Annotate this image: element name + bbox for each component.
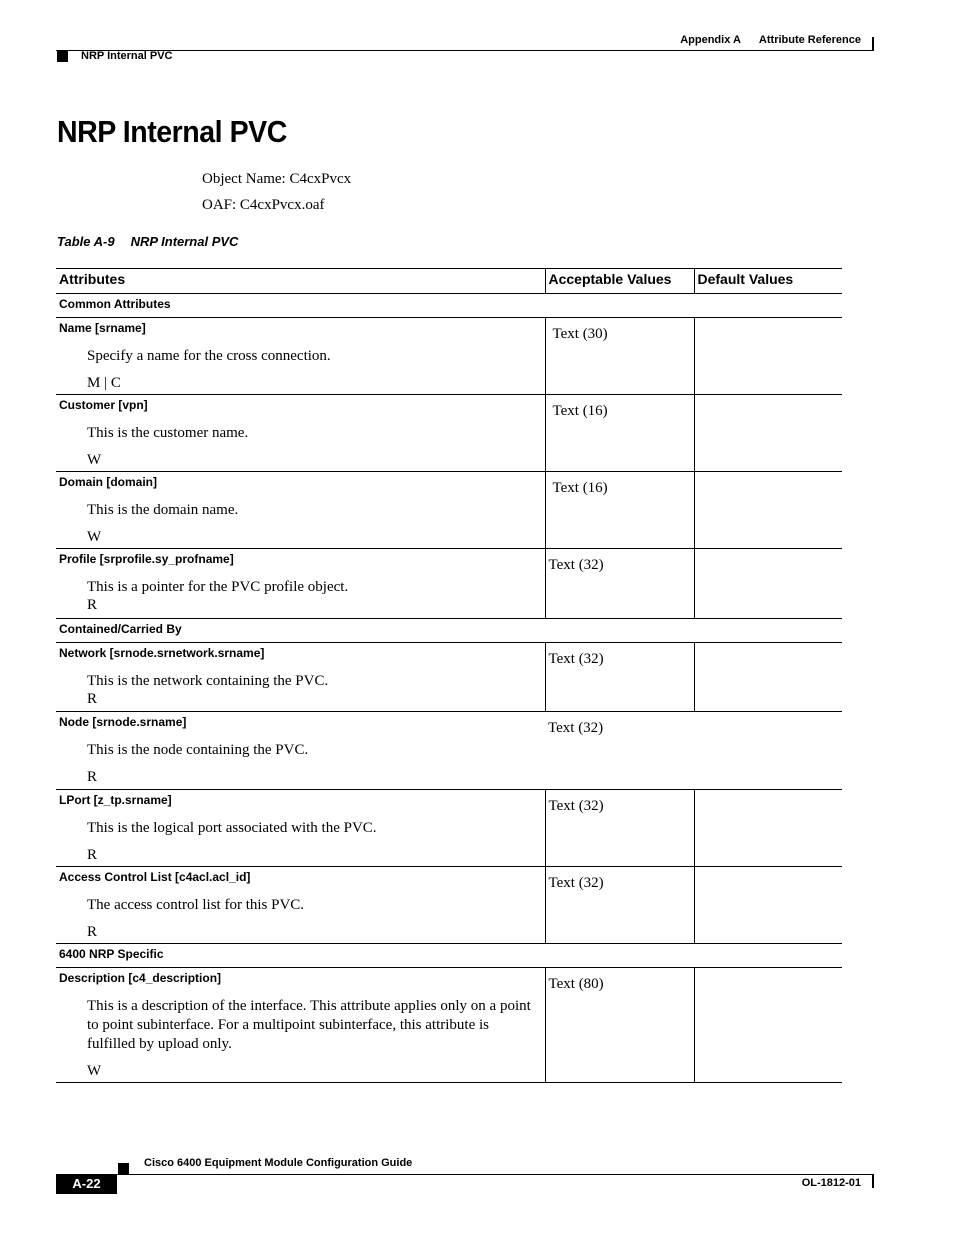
attribute-name: Customer [vpn]	[59, 398, 148, 412]
object-name: Object Name: C4cxPvcx	[202, 171, 352, 187]
attribute-description: This is a description of the interface. This attribute applies only on a point to point subinterface. For a multipoint subinterface, this attribute is fulfilled by upload only.	[87, 998, 531, 1052]
attribute-acceptable-value: Text (16)	[552, 403, 608, 419]
table-row	[56, 395, 842, 472]
header-rule	[56, 50, 874, 51]
table-header-row	[56, 269, 842, 294]
attribute-default-value	[694, 549, 842, 619]
section-title: Common Attributes	[56, 294, 842, 318]
attribute-access: M | C	[87, 375, 121, 391]
header-attributes: Attributes	[56, 269, 545, 294]
header-section: NRP Internal PVC	[81, 50, 173, 62]
table-caption-number: Table A-9	[57, 234, 115, 249]
attribute-name: Profile [srprofile.sy_profname]	[59, 552, 234, 566]
table-row	[56, 643, 842, 712]
attribute-access: W	[87, 1063, 102, 1079]
attribute-access: W	[87, 529, 102, 545]
attribute-default-value	[694, 867, 842, 944]
attribute-name: LPort [z_tp.srname]	[59, 793, 172, 807]
footer-doc-number: OL-1812-01	[801, 1177, 861, 1189]
table-row	[56, 712, 842, 790]
attribute-name: Node [srnode.srname]	[59, 715, 187, 729]
page-title: NRP Internal PVC	[57, 114, 287, 149]
attribute-access: R	[87, 769, 98, 785]
table-caption	[57, 234, 238, 249]
attribute-description: This is the node containing the PVC.	[87, 742, 309, 758]
running-header	[680, 34, 861, 46]
attribute-name: Access Control List [c4acl.acl_id]	[59, 870, 251, 884]
header-square-marker	[57, 51, 68, 62]
attribute-default-value	[694, 395, 842, 472]
section-title: 6400 NRP Specific	[56, 944, 842, 968]
attribute-default-value	[694, 790, 842, 867]
section-title: Contained/Carried By	[56, 619, 842, 643]
footer-rule	[56, 1174, 874, 1175]
table-row	[56, 549, 842, 619]
attribute-acceptable-value: Text (32)	[548, 875, 604, 891]
attribute-access: R	[87, 691, 98, 707]
attribute-default-value	[694, 712, 842, 790]
attribute-access: R	[87, 597, 98, 613]
footer-guide-title: Cisco 6400 Equipment Module Configuration Guide	[144, 1157, 413, 1169]
footer-square-marker	[118, 1163, 129, 1174]
attribute-name: Network [srnode.srnetwork.srname]	[59, 646, 265, 660]
attribute-description: This is the customer name.	[87, 425, 249, 441]
oaf-name: OAF: C4cxPvcx.oaf	[202, 197, 325, 213]
attribute-acceptable-value: Text (16)	[552, 480, 608, 496]
table-row	[56, 867, 842, 944]
header-vertical-bar	[872, 37, 874, 50]
footer-vertical-bar	[872, 1175, 874, 1188]
attribute-acceptable-value: Text (80)	[548, 976, 604, 992]
attribute-default-value	[694, 472, 842, 549]
attribute-default-value	[694, 318, 842, 395]
table-row	[56, 472, 842, 549]
attribute-acceptable-value: Text (32)	[548, 557, 604, 573]
attribute-access: R	[87, 924, 98, 940]
attribute-access: R	[87, 847, 98, 863]
attribute-description: This is the network containing the PVC.	[87, 673, 329, 689]
attribute-description: This is the domain name.	[87, 502, 239, 518]
attribute-acceptable-value: Text (32)	[548, 720, 604, 736]
section-row	[56, 294, 842, 318]
attribute-acceptable-value: Text (32)	[548, 798, 604, 814]
attribute-default-value	[694, 643, 842, 712]
page-number: A-22	[56, 1174, 117, 1194]
attribute-description: This is the logical port associated with the PVC.	[87, 820, 377, 836]
attribute-name: Domain [domain]	[59, 475, 157, 489]
attribute-acceptable-value: Text (32)	[548, 651, 604, 667]
attribute-description: The access control list for this PVC.	[87, 897, 305, 913]
attribute-name: Description [c4_description]	[59, 971, 222, 985]
table-row	[56, 790, 842, 867]
table-caption-title: NRP Internal PVC	[130, 234, 239, 249]
attribute-description: Specify a name for the cross connection.	[87, 348, 331, 364]
section-row	[56, 944, 842, 968]
header-chapter: Appendix A	[680, 34, 741, 46]
section-row	[56, 619, 842, 643]
attribute-access: W	[87, 452, 102, 468]
header-chapter-title: Attribute Reference	[758, 34, 861, 46]
attribute-default-value	[694, 968, 842, 1083]
table-row	[56, 318, 842, 395]
attribute-table	[56, 268, 842, 1083]
table-row	[56, 968, 842, 1083]
attribute-description: This is a pointer for the PVC profile object.	[87, 579, 349, 595]
header-acceptable-values: Acceptable Values	[545, 269, 694, 294]
attribute-acceptable-value: Text (30)	[552, 326, 608, 342]
attribute-name: Name [srname]	[59, 321, 146, 335]
header-default-values: Default Values	[694, 269, 842, 294]
